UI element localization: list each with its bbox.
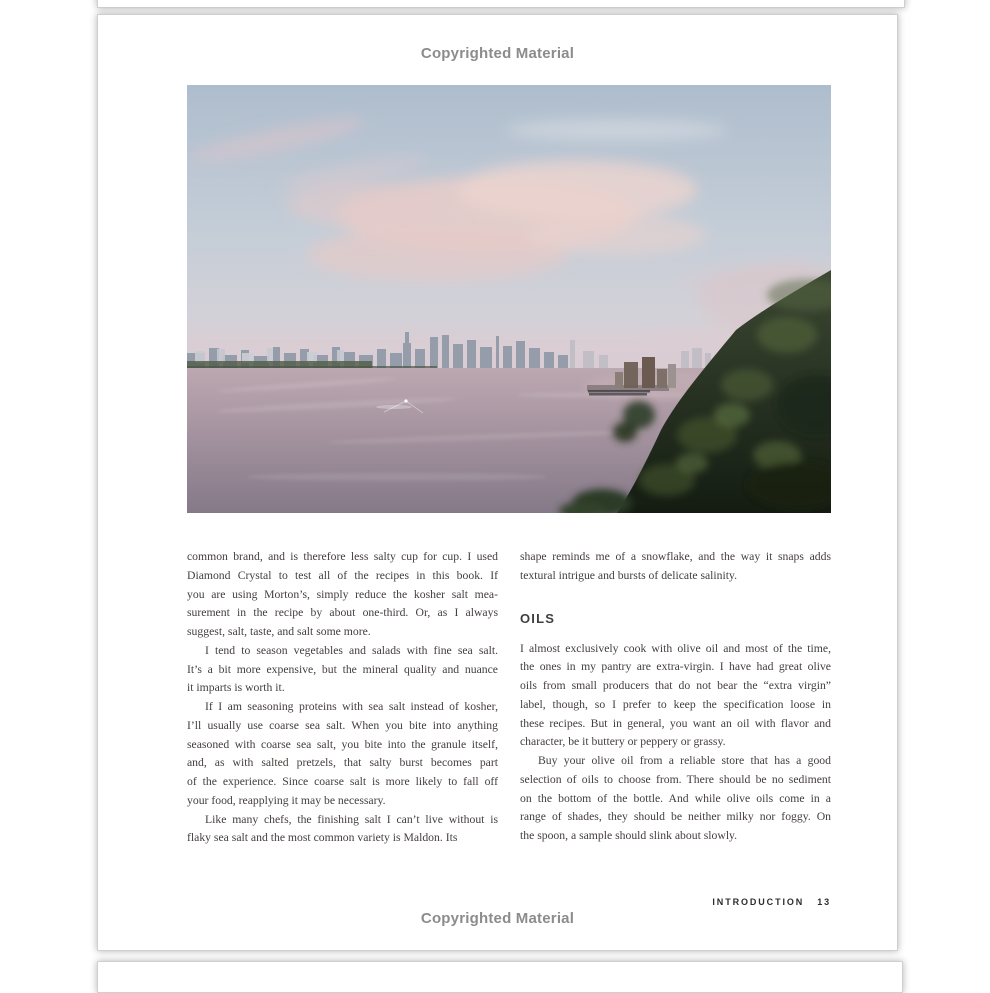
- paragraph: [187, 642, 498, 698]
- text-line: Buy your olive oil from a reliable store that has a good: [538, 754, 831, 767]
- text-line: Like many chefs, the finishing salt I can’t live without is: [205, 812, 498, 826]
- footer-page-number: 13: [817, 897, 831, 907]
- text-line: label, though, so I prefer to keep the specification loose in: [520, 697, 831, 711]
- paragraph: [520, 640, 831, 753]
- previous-page-edge[interactable]: [97, 0, 905, 8]
- text-line: oils from small producers that do not bear the “extra virgin”: [520, 679, 831, 692]
- paragraph: [187, 811, 498, 849]
- text-line: selection of oils to choose from. There should be no sediment: [520, 772, 831, 786]
- paragraph: [520, 752, 831, 846]
- footer-section-label: INTRODUCTION: [712, 897, 805, 907]
- right-text-column: [520, 548, 831, 848]
- section-heading: OILS: [520, 610, 556, 626]
- text-line: the spoon, a sample should slink about slowly.: [520, 829, 738, 842]
- text-line: it imparts is worth it.: [187, 681, 285, 695]
- text-line: range of shades, they should be neither milky nor foggy. On: [520, 810, 831, 824]
- river-skyline-photo-art: [187, 85, 831, 513]
- text-line: Diamond Crystal to test all of the recipes in this book. If: [187, 568, 498, 582]
- text-line: seasoned with coarse sea salt, you bite into the granule itself,: [187, 737, 498, 751]
- text-line: If I am seasoning proteins with sea salt instead of kosher,: [205, 700, 498, 713]
- text-line: I almost exclusively cook with olive oil and most of the time,: [520, 641, 831, 655]
- text-line: suggest, salt, taste, and salt some more.: [187, 625, 371, 638]
- text-line: and, as with salted pretzels, that salty burst becomes part: [187, 756, 498, 770]
- page-footer: [712, 897, 831, 907]
- text-line: I tend to season vegetables and salads with fine sea salt.: [205, 643, 498, 657]
- text-line: on the bottom of the bottle. And while olive oils come in a: [520, 791, 831, 805]
- text-line: the ones in my pantry are extra-virgin. I have had great olive: [520, 660, 831, 674]
- text-line: I’ll usually use coarse sea salt. When you bite into anything: [187, 718, 498, 732]
- text-line: character, be it buttery or peppery or grassy.: [520, 735, 726, 749]
- copyright-banner-bottom: Copyrighted Material: [420, 910, 575, 927]
- paragraph: [187, 548, 498, 642]
- left-text-column: [187, 548, 498, 848]
- book-page: [97, 14, 898, 951]
- text-line: It’s a bit more expensive, but the mineral quality and nuance: [187, 662, 498, 676]
- text-line: your food, reapplying it may be necessary.: [187, 793, 386, 807]
- copyright-banner-top: Copyrighted Material: [420, 45, 575, 62]
- text-line: you are using Morton’s, simply reduce the kosher salt mea-: [187, 587, 498, 601]
- river-skyline-photo: [187, 85, 831, 513]
- text-line: these recipes. But in general, you want an oil with flavor and: [520, 716, 831, 730]
- text-line: shape reminds me of a snowflake, and the way it snaps adds: [520, 550, 831, 563]
- body-text-columns: [187, 548, 831, 848]
- next-page-edge[interactable]: [97, 961, 903, 993]
- text-line: of the experience. Since coarse salt is more likely to fall off: [187, 775, 498, 788]
- text-line: common brand, and is therefore less salty cup for cup. I used: [187, 550, 498, 563]
- text-line: surement in the recipe by about one-third. Or, as I always: [187, 606, 498, 620]
- text-line: textural intrigue and bursts of delicate salinity.: [520, 568, 738, 582]
- paragraph: [187, 698, 498, 811]
- paragraph: [520, 548, 831, 586]
- text-line: flaky sea salt and the most common variety is Maldon. Its: [187, 831, 458, 845]
